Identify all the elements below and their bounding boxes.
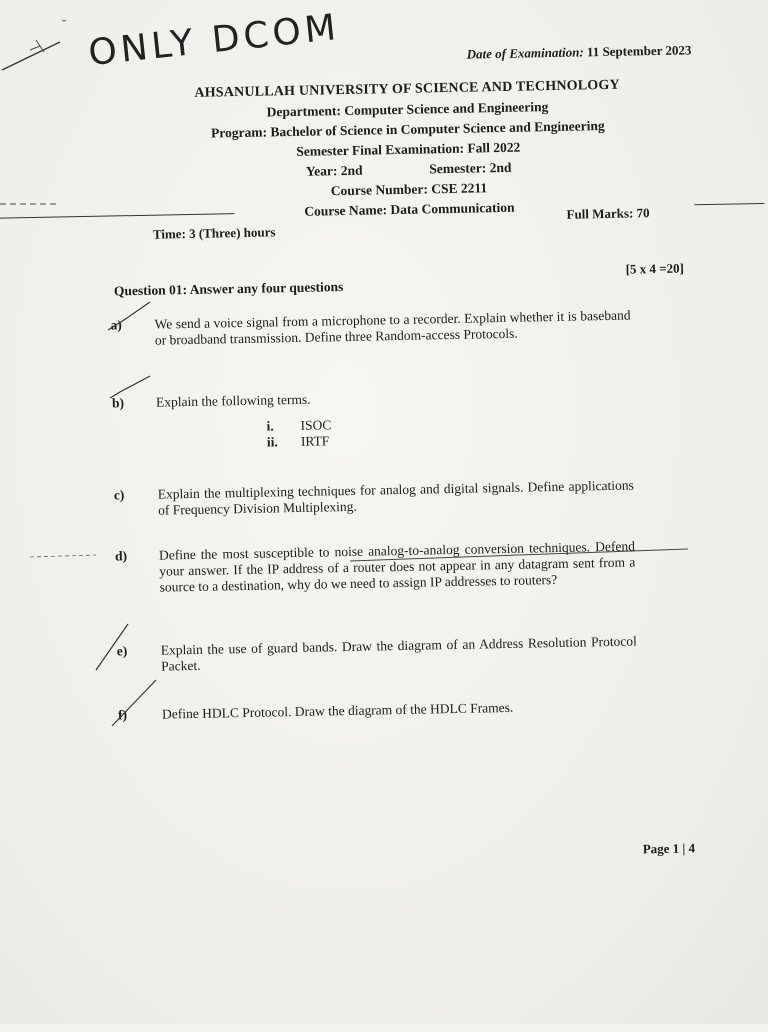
page-number: Page 1 | 4 — [642, 840, 696, 857]
question-item-b — [112, 386, 632, 412]
item-label: c) — [113, 487, 125, 503]
full-marks: Full Marks: 70 — [566, 205, 650, 222]
term-row — [266, 417, 331, 434]
exam-date — [467, 42, 692, 62]
university-name: AHSANULLAH UNIVERSITY OF SCIENCE AND TECHNOLOGY — [194, 77, 620, 101]
term-number: i. — [266, 418, 274, 434]
margin-dashes — [30, 545, 100, 565]
exam-time: Time: 3 (Three) hours — [152, 224, 276, 242]
tick-mark-b — [106, 374, 156, 408]
handwritten-note: ONLY DCOM — [86, 6, 342, 75]
question-marks: [5 x 4 =20] — [625, 260, 685, 277]
item-label: b) — [111, 395, 125, 411]
strike-line-d — [350, 545, 690, 565]
item-text: We send a voice signal from a microphone to a recorder. Explain whether it is baseband or broadband transmission. Define three Random-access Protocols. — [154, 307, 631, 348]
item-text: Explain the following terms. — [155, 391, 311, 410]
term-row — [267, 433, 332, 450]
tick-mark-a — [104, 298, 154, 338]
question-item-a — [110, 308, 631, 350]
item-text: Explain the use of guard bands. Draw the diagram of an Address Resolution Protocol Packet. — [160, 633, 637, 674]
term-text: ISOC — [300, 417, 332, 433]
margin-rule — [0, 196, 60, 208]
exam-title: Semester Final Examination: Fall 2022 — [296, 139, 521, 159]
item-text: Explain the multiplexing techniques for analog and digital signals. Define applications of Frequency Division Multiplexing. — [157, 477, 634, 518]
terms-list — [266, 417, 331, 450]
program-line: Program: Bachelor of Science in Computer Science and Engineering — [210, 118, 605, 141]
item-label: f) — [117, 707, 128, 723]
header-rule-left — [0, 213, 234, 219]
item-label: e) — [116, 643, 128, 659]
year-line: Year: 2nd — [305, 162, 363, 179]
department-line: Department: Computer Science and Engineering — [266, 99, 549, 120]
item-label: a) — [110, 317, 122, 333]
exam-header — [112, 74, 705, 225]
term-number: ii. — [266, 434, 278, 450]
course-number-line: Course Number: CSE 2211 — [330, 180, 488, 199]
question-item-e — [117, 633, 638, 675]
item-text: Define HDLC Protocol. Draw the diagram of the HDLC Frames. — [161, 699, 514, 722]
header-rule-right — [694, 203, 764, 205]
course-name-line: Course Name: Data Communication — [304, 199, 515, 219]
semester-line: Semester: 2nd — [429, 159, 512, 177]
tick-mark-f — [108, 676, 160, 732]
tick-mark-e — [92, 620, 136, 676]
question-item-f — [118, 697, 638, 723]
term-text: IRTF — [300, 433, 330, 449]
date-label: Date of Examination: — [466, 44, 584, 62]
question-title: Question 01: Answer any four questions — [113, 279, 344, 299]
question-item-c — [114, 478, 635, 520]
date-value: 11 September 2023 — [586, 42, 692, 60]
item-label: d) — [114, 548, 128, 564]
item-text: Define the most susceptible to noise analog-to-analog conversion techniques. Defend your answer. If the IP address of a router does not appear in any datagram sent from a source to a destination, why do we need to assign IP addresses to routers? — [158, 538, 636, 595]
